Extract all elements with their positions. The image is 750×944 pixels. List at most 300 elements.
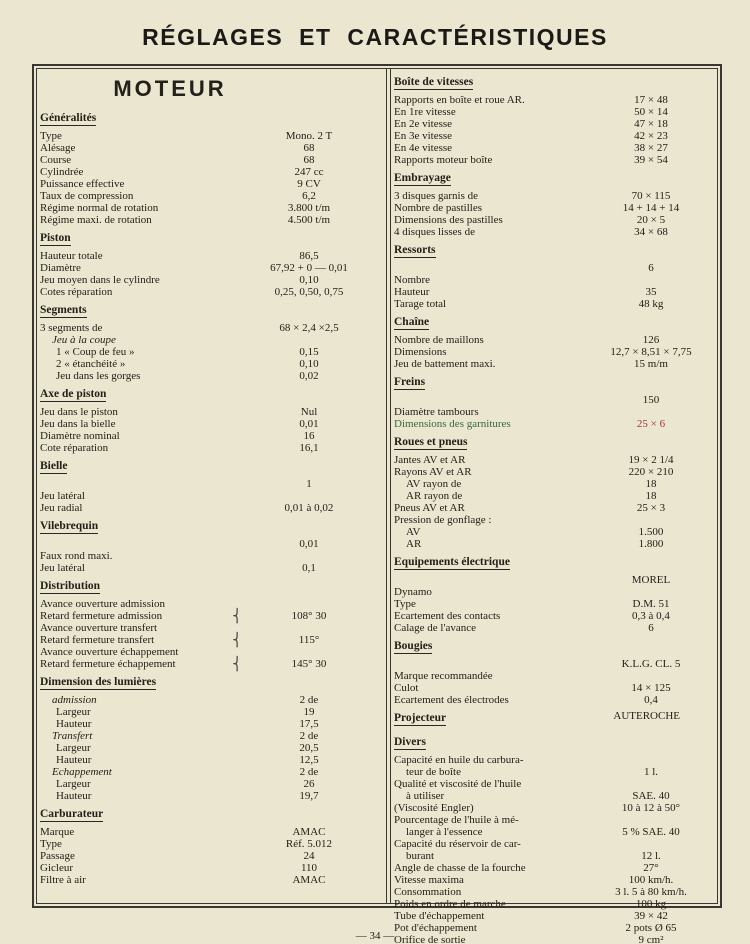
spec-row — [394, 526, 716, 538]
spec-value: 0,1 — [302, 562, 316, 574]
spec-value: 108° 30 — [291, 610, 327, 622]
spec-row — [40, 754, 384, 766]
spec-label: Jeu de battement maxi. — [394, 358, 496, 370]
spec-value: 17 × 48 — [634, 94, 668, 106]
spec-value — [586, 586, 716, 598]
spec-row — [394, 262, 716, 274]
spec-label: Echappement — [52, 766, 112, 778]
section-embrayage — [394, 170, 716, 238]
spec-label — [394, 658, 586, 670]
spec-value: 110 — [300, 862, 318, 874]
spec-label: Retard fermeture transfert — [40, 634, 155, 646]
spec-row — [394, 538, 716, 550]
section-generalites — [40, 110, 384, 226]
spec-row — [394, 406, 716, 418]
spec-row — [394, 802, 716, 814]
spec-label: Jeu dans les gorges — [56, 370, 141, 382]
spec-row — [394, 394, 716, 406]
spec-row — [40, 550, 384, 562]
section-title: Freins — [394, 376, 426, 388]
spec-label: Avance ouverture échappement — [40, 646, 179, 658]
spec-label: Jantes AV et AR — [394, 454, 466, 466]
spec-value: 70 × 115 — [631, 190, 671, 202]
spec-value: 9 CV — [297, 178, 321, 190]
spec-row — [394, 574, 716, 586]
spec-value: 100 kg — [635, 898, 667, 910]
spec-label: Consommation — [394, 886, 462, 898]
section-roues-et-pneus — [394, 434, 716, 550]
spec-row — [394, 490, 716, 502]
spec-value: 9 cm² — [638, 934, 664, 944]
spec-value — [586, 754, 716, 766]
spec-row — [40, 142, 384, 154]
spec-value: 0,01 — [299, 538, 319, 550]
left-column — [40, 74, 384, 890]
spec-row — [40, 262, 384, 274]
spec-label: Hauteur — [56, 754, 92, 766]
spec-label: 3 segments de — [40, 322, 103, 334]
spec-value: 2 de — [299, 766, 319, 778]
spec-value: 0,25, 0,50, 0,75 — [274, 286, 344, 298]
spec-row — [394, 106, 716, 118]
spec-label: Pression de gonflage : — [394, 514, 492, 526]
spec-value: 115° — [298, 634, 320, 646]
spec-row — [394, 130, 716, 142]
spec-value: 0,15 — [299, 346, 319, 358]
spec-label: En 3e vitesse — [394, 130, 453, 142]
spec-label: Largeur — [56, 778, 91, 790]
spec-label: burant — [406, 850, 435, 862]
spec-value — [586, 778, 716, 790]
spec-label: langer à l'essence — [406, 826, 483, 838]
spec-value: 12,5 — [299, 754, 319, 766]
spec-row — [40, 862, 384, 874]
spec-label: Cote réparation — [40, 442, 109, 454]
spec-value: MOREL — [631, 574, 671, 586]
section-title: Dimension des lumières — [40, 676, 157, 688]
brace-icon: ⎨ — [232, 656, 242, 671]
spec-value: 42 × 23 — [634, 130, 668, 142]
section-axe-de-piston — [40, 386, 384, 454]
spec-label: Cylindrée — [40, 166, 84, 178]
spec-label: Capacité du réservoir de car- — [394, 838, 521, 850]
spec-row — [40, 562, 384, 574]
spec-label: Nombre de pastilles — [394, 202, 482, 214]
spec-value: 100 km/h. — [628, 874, 674, 886]
spec-value: 220 × 210 — [628, 466, 674, 478]
section-bielle — [40, 458, 384, 514]
spec-value: 4.500 t/m — [287, 214, 331, 226]
spec-label: AR rayon de — [406, 490, 463, 502]
spec-value — [234, 334, 384, 346]
spec-row — [394, 778, 716, 790]
spec-row — [40, 166, 384, 178]
spec-row — [394, 202, 716, 214]
spec-row — [394, 766, 716, 778]
spec-value: 1 — [306, 478, 312, 490]
spec-value: 0,10 — [299, 358, 319, 370]
spec-label: Hauteur — [56, 718, 92, 730]
spec-row — [40, 790, 384, 802]
spec-value: 6,2 — [302, 190, 316, 202]
spec-value: 6 — [648, 622, 654, 634]
spec-label: AV rayon de — [406, 478, 462, 490]
spec-value: Mono. 2 T — [285, 130, 333, 142]
spec-row — [394, 598, 716, 610]
spec-value: 145° 30 — [291, 658, 327, 670]
spec-label: Avance ouverture transfert — [40, 622, 158, 634]
spec-label: Type — [40, 130, 62, 142]
section-chaine — [394, 314, 716, 370]
spec-value: K.L.G. CL. 5 — [621, 658, 681, 670]
spec-label: Avance ouverture admission — [40, 598, 166, 610]
spec-row — [40, 334, 384, 346]
spec-value: 126 — [642, 334, 660, 346]
spec-row — [40, 178, 384, 190]
spec-row — [394, 814, 716, 826]
spec-value: 247 cc — [294, 166, 324, 178]
spec-label: Diamètre nominal — [40, 430, 120, 442]
spec-row — [40, 826, 384, 838]
spec-value: 150 — [642, 394, 660, 406]
section-title: Chaîne — [394, 316, 430, 328]
spec-label: Nombre — [394, 274, 431, 286]
spec-value: 14 × 125 — [631, 682, 671, 694]
spec-value: SAE. 40 — [632, 790, 670, 802]
section-freins — [394, 374, 716, 430]
spec-value: 0,01 à 0,02 — [284, 502, 334, 514]
spec-label: Pot d'échappement — [394, 922, 477, 934]
spec-label: Faux rond maxi. — [40, 550, 113, 562]
spec-row — [40, 274, 384, 286]
spec-label — [394, 574, 586, 586]
spec-value: Nul — [300, 406, 318, 418]
brace-icon: ⎨ — [232, 608, 242, 623]
spec-value: 0,4 — [644, 694, 658, 706]
spec-row — [394, 226, 716, 238]
spec-label: 4 disques lisses de — [394, 226, 475, 238]
spec-label: Jeu radial — [40, 502, 83, 514]
spec-label: Ecartement des contacts — [394, 610, 501, 622]
spec-row — [40, 250, 384, 262]
spec-label: Nombre de maillons — [394, 334, 484, 346]
spec-row — [394, 514, 716, 526]
page-number: — 34 — — [355, 930, 395, 942]
spec-label: Tube d'échappement — [394, 910, 485, 922]
spec-label: En 1re vitesse — [394, 106, 456, 118]
spec-row — [40, 694, 384, 706]
spec-value: 1.800 — [638, 538, 664, 550]
spec-label: AR — [406, 538, 422, 550]
section-equipements-electrique — [394, 554, 716, 634]
spec-value — [234, 622, 384, 634]
spec-label: à utiliser — [406, 790, 445, 802]
spec-row — [394, 298, 716, 310]
section-carburateur — [40, 806, 384, 886]
spec-label: Vitesse maxima — [394, 874, 464, 886]
spec-label: Puissance effective — [40, 178, 125, 190]
spec-value: 15 m/m — [634, 358, 668, 370]
spec-value: 2 de — [299, 694, 319, 706]
spec-row — [394, 862, 716, 874]
spec-value: 68 × 2,4 ×2,5 — [279, 322, 339, 334]
spec-label: Rapports en boîte et roue AR. — [394, 94, 525, 106]
spec-label: Dimensions — [394, 346, 447, 358]
spec-row — [40, 778, 384, 790]
spec-row — [40, 730, 384, 742]
section-ressorts — [394, 242, 716, 310]
spec-label: Dynamo — [394, 586, 432, 598]
spec-row — [40, 478, 384, 490]
spec-row — [394, 118, 716, 130]
spec-label: Régime maxi. de rotation — [40, 214, 152, 226]
section-title: Vilebrequin — [40, 520, 99, 532]
spec-value: 1 l. — [643, 766, 659, 778]
spec-row — [40, 610, 384, 622]
spec-row — [40, 430, 384, 442]
spec-value: 19 — [303, 706, 315, 718]
spec-label: Alésage — [40, 142, 76, 154]
spec-row — [394, 754, 716, 766]
brace-icon: ⎨ — [232, 632, 242, 647]
spec-row — [40, 358, 384, 370]
spec-label: Orifice de sortie — [394, 934, 466, 944]
spec-value: 17,5 — [299, 718, 319, 730]
moteur-heading: MOTEUR — [113, 76, 227, 101]
section-divers — [394, 734, 716, 944]
spec-label: Largeur — [56, 706, 91, 718]
spec-row — [394, 610, 716, 622]
spec-label: Qualité et viscosité de l'huile — [394, 778, 522, 790]
spec-row — [40, 490, 384, 502]
spec-row — [394, 334, 716, 346]
spec-row — [394, 454, 716, 466]
spec-value: 1.500 — [638, 526, 664, 538]
section-title: Equipements électrique — [394, 556, 510, 568]
spec-value: 3 l. 5 à 80 km/h. — [615, 886, 687, 898]
spec-value: 6 — [648, 262, 654, 274]
spec-label: Angle de chasse de la fourche — [394, 862, 526, 874]
spec-label: Jeu latéral — [40, 562, 85, 574]
spec-label: Type — [40, 838, 62, 850]
spec-value — [586, 514, 716, 526]
spec-row — [40, 502, 384, 514]
spec-label: Poids en ordre de marche — [394, 898, 506, 910]
column-divider — [386, 68, 391, 904]
spec-label: Jeu dans la bielle — [40, 418, 116, 430]
spec-label: Course — [40, 154, 72, 166]
spec-label: Filtre à air — [40, 874, 86, 886]
spec-label: Marque recommandée — [394, 670, 493, 682]
section-vilebrequin — [40, 518, 384, 574]
spec-label: Hauteur — [56, 790, 92, 802]
spec-label: Gicleur — [40, 862, 73, 874]
spec-row — [394, 886, 716, 898]
section-segments — [40, 302, 384, 382]
spec-value: 25 × 3 — [636, 502, 666, 514]
spec-label: Passage — [40, 850, 75, 862]
spec-value: 86,5 — [299, 250, 319, 262]
spec-value — [234, 550, 384, 562]
section-title: Bougies — [394, 640, 433, 652]
spec-label: Hauteur — [394, 286, 430, 298]
spec-label: Retard fermeture admission — [40, 610, 163, 622]
spec-value: 12,7 × 8,51 × 7,75 — [610, 346, 692, 358]
spec-row — [40, 766, 384, 778]
section-boite-de-vitesses — [394, 74, 716, 166]
spec-label: admission — [52, 694, 97, 706]
spec-value: 38 × 27 — [634, 142, 668, 154]
spec-label: En 2e vitesse — [394, 118, 453, 130]
spec-row — [394, 910, 716, 922]
spec-value: 20 × 5 — [636, 214, 666, 226]
spec-row — [40, 442, 384, 454]
spec-value: 0,01 — [299, 418, 319, 430]
section-title: Embrayage — [394, 172, 451, 184]
spec-row — [394, 154, 716, 166]
spec-value: 39 × 54 — [634, 154, 668, 166]
spec-label: Ecartement des électrodes — [394, 694, 509, 706]
spec-value: AMAC — [292, 826, 326, 838]
spec-row — [40, 874, 384, 886]
spec-row — [40, 622, 384, 634]
spec-value: 14 + 14 + 14 — [622, 202, 680, 214]
spec-row — [394, 214, 716, 226]
spec-row — [394, 586, 716, 598]
spec-value: 16,1 — [299, 442, 319, 454]
spec-label: Transfert — [52, 730, 93, 742]
section-title: Roues et pneus — [394, 436, 468, 448]
spec-value: 12 l. — [641, 850, 661, 862]
spec-value — [586, 814, 716, 826]
spec-label: Jeu à la coupe — [52, 334, 116, 346]
spec-label: Retard fermeture échappement — [40, 658, 176, 670]
spec-label: Rapports moteur boîte — [394, 154, 493, 166]
spec-label: Pourcentage de l'huile à mé- — [394, 814, 519, 826]
spec-row — [394, 838, 716, 850]
section-projecteur — [394, 710, 716, 730]
spec-label: 1 « Coup de feu » — [56, 346, 135, 358]
spec-row — [394, 682, 716, 694]
spec-label: Diamètre — [40, 262, 81, 274]
spec-value: 67,92 + 0 — 0,01 — [270, 262, 348, 274]
spec-label: Tarage total — [394, 298, 447, 310]
spec-value: 50 × 14 — [634, 106, 668, 118]
spec-value: 39 × 42 — [634, 910, 668, 922]
section-bougies — [394, 638, 716, 706]
spec-row — [40, 130, 384, 142]
spec-label: Calage de l'avance — [394, 622, 476, 634]
section-title: Boîte de vitesses — [394, 76, 474, 88]
spec-row — [40, 850, 384, 862]
spec-row — [40, 406, 384, 418]
spec-value: 19,7 — [299, 790, 319, 802]
section-title-value: AUTEROCHE — [613, 710, 680, 722]
spec-label: En 4e vitesse — [394, 142, 453, 154]
spec-row — [394, 670, 716, 682]
page-title: RÉGLAGES ET CARACTÉRISTIQUES — [142, 24, 608, 50]
right-column — [394, 74, 716, 944]
section-title: Segments — [40, 304, 87, 316]
spec-value: 5 % SAE. 40 — [622, 826, 680, 838]
spec-label: Pneus AV et AR — [394, 502, 465, 514]
spec-row — [394, 142, 716, 154]
spec-row — [40, 742, 384, 754]
spec-row — [40, 598, 384, 610]
spec-label: Hauteur totale — [40, 250, 103, 262]
spec-row — [40, 658, 384, 670]
section-distribution — [40, 578, 384, 670]
spec-label: teur de boîte — [406, 766, 461, 778]
spec-value: AMAC — [292, 874, 326, 886]
spec-value: 18 — [645, 490, 657, 502]
spec-row — [394, 286, 716, 298]
spec-label — [40, 538, 234, 550]
spec-value: 10 à 12 à 50° — [621, 802, 681, 814]
spec-label: (Viscosité Engler) — [394, 802, 474, 814]
spec-value: 26 — [303, 778, 315, 790]
spec-row — [40, 322, 384, 334]
spec-row — [40, 418, 384, 430]
spec-row — [40, 646, 384, 658]
spec-value: D.M. 51 — [632, 598, 670, 610]
spec-value — [234, 646, 384, 658]
spec-value: 68 — [303, 154, 315, 166]
spec-label: AV — [406, 526, 421, 538]
spec-row — [40, 706, 384, 718]
spec-value: 18 — [645, 478, 657, 490]
section-title: Piston — [40, 232, 71, 244]
spec-label — [394, 394, 586, 406]
spec-value — [586, 838, 716, 850]
spec-row — [394, 622, 716, 634]
spec-value: 27° — [643, 862, 659, 874]
section-title: Ressorts — [394, 244, 436, 256]
spec-label: Taux de compression — [40, 190, 134, 202]
section-title: Projecteur — [394, 712, 447, 724]
spec-label: 2 « étanchéité » — [56, 358, 126, 370]
spec-value: 16 — [303, 430, 315, 442]
spec-row — [40, 718, 384, 730]
spec-value: 0,10 — [299, 274, 319, 286]
spec-row — [40, 838, 384, 850]
spec-value: 47 × 18 — [634, 118, 668, 130]
spec-value: 35 — [645, 286, 657, 298]
spec-row — [394, 190, 716, 202]
spec-value — [234, 598, 384, 610]
spec-row — [40, 346, 384, 358]
spec-row — [40, 154, 384, 166]
spec-row — [40, 370, 384, 382]
spec-row — [394, 874, 716, 886]
spec-row — [394, 466, 716, 478]
spec-row — [394, 274, 716, 286]
spec-value: 20,5 — [299, 742, 319, 754]
spec-value: 3.800 t/m — [287, 202, 331, 214]
spec-label — [394, 262, 586, 274]
spec-value: 25 × 6 — [636, 418, 666, 430]
spec-row — [40, 634, 384, 646]
spec-row — [394, 790, 716, 802]
spec-value: 34 × 68 — [634, 226, 668, 238]
spec-value: 19 × 2 1/4 — [628, 454, 674, 466]
spec-value: 68 — [303, 142, 315, 154]
spec-label: Rayons AV et AR — [394, 466, 472, 478]
spec-label: Diamètre tambours — [394, 406, 479, 418]
section-title: Distribution — [40, 580, 101, 592]
spec-value — [234, 490, 384, 502]
section-title: Bielle — [40, 460, 68, 472]
